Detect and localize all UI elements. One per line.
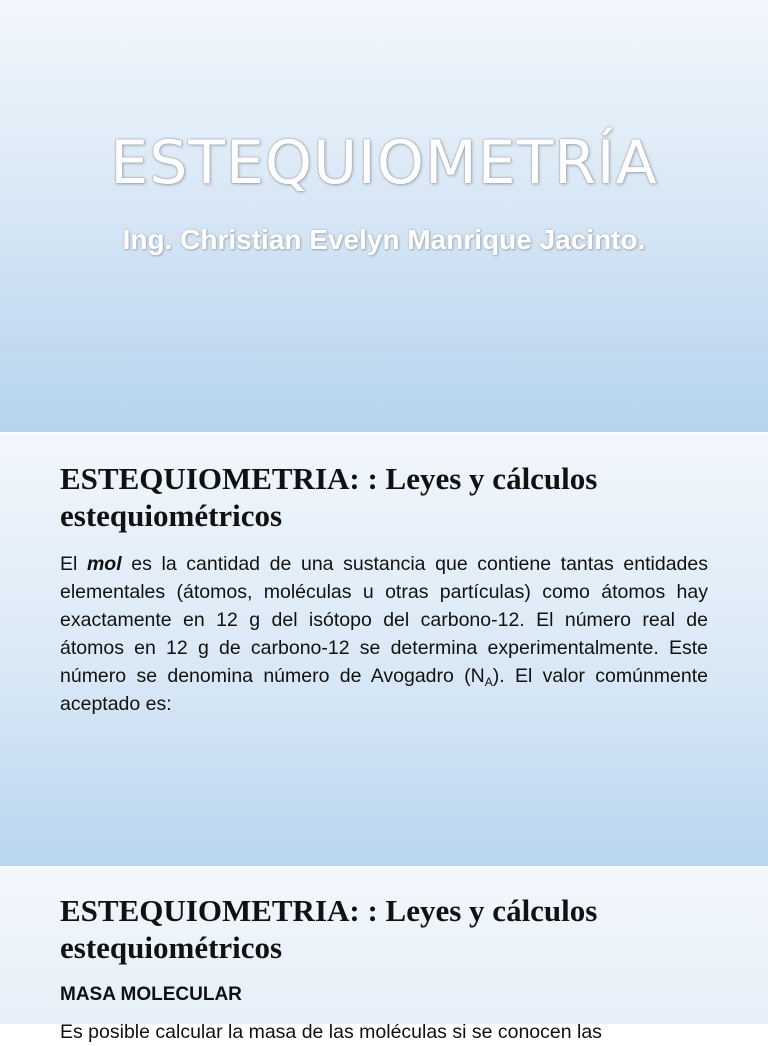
slide-body-text: Es posible calcular la masa de las moléculas si se conocen las — [60, 1021, 602, 1043]
body-subscript: A — [484, 675, 493, 689]
slide-heading: ESTEQUIOMETRIA: : Leyes y cálculos estequiométricos — [60, 461, 598, 533]
slide-title-heading: ESTEQUIOMETRÍA — [110, 128, 658, 198]
body-text-middle: es la cantidad de una sustancia que contiene tantas entidades elementales (átomos, moléculas u otras partículas) como átomos hay exactamente en 12 g del isótopo del carbono-12. El número real de átomos en 12 g de carbono-12 se determina experimentalmente. Este número se denomina número de Avogadro (N — [60, 553, 708, 687]
body-emphasis-mol: mol — [86, 553, 122, 575]
body-text-start: El — [60, 553, 87, 575]
slide-body-text — [60, 550, 708, 718]
slide-subheading: MASA MOLECULAR — [60, 984, 242, 1005]
slide-title-author: Ing. Christian Evelyn Manrique Jacinto. — [122, 224, 646, 255]
slide-masa-molecular — [0, 868, 768, 1043]
slide-heading: ESTEQUIOMETRIA: : Leyes y cálculos estequiométricos — [60, 893, 598, 965]
body-text-end: ). El valor comúnmente aceptado es: — [60, 665, 709, 715]
slide-title — [0, 0, 768, 432]
slide-mol-definition — [0, 434, 768, 866]
